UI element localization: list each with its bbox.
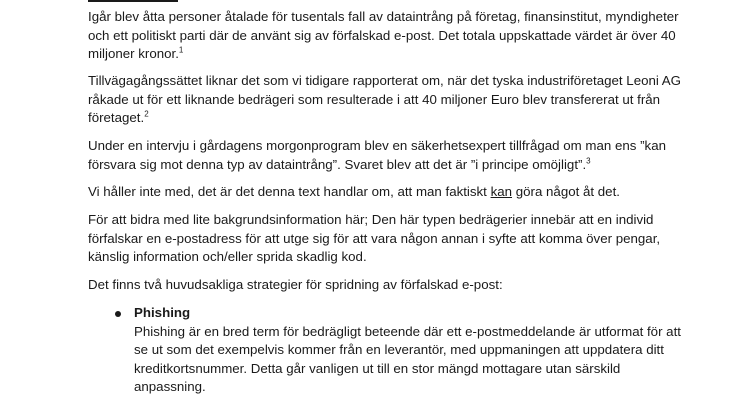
paragraph-strategies bbox=[88, 276, 688, 295]
paragraph-disagree bbox=[88, 183, 688, 202]
heading-fragment bbox=[88, 0, 178, 2]
paragraph-interview-text: Under en intervju i gårdagens morgonprogram blev en säkerhetsexpert tillfrågad om man ens ”kan försvara sig mot denna typ av dataintrång”. Svaret blev att det är ”i principe omöjligt”. bbox=[88, 138, 666, 172]
footnote-ref-1[interactable]: 1 bbox=[178, 45, 184, 55]
paragraph-indictment-text: Igår blev åtta personer åtalade för tusentals fall av dataintrång på företag, finansinstitut, myndigheter och ett politiskt parti där de använt sig av förfalskad e-post. Det totala uppskattade värdet är över 40 miljoner kronor. bbox=[88, 9, 679, 61]
paragraph-leoni-text: Tillvägagångssättet liknar det som vi tidigare rapporterat om, när det tyska industriföretaget Leoni AG råkade ut för ett liknande bedrägeri som resulterade i att 40 miljoner Euro blev transfererat ut från företaget. bbox=[88, 73, 682, 125]
paragraph-interview bbox=[88, 137, 688, 174]
bullet-dot bbox=[115, 311, 121, 317]
bullet-text: Phishing är en bred term för bedrägligt beteende där ett e-postmeddelande är utformat för att se ut som det exempelvis kommer från en leverantör, med uppmaningen att uppdatera ditt kreditkortsnummer. Detta går vanligen ut till en stor mängd mottagare utan särskild anpassning. bbox=[134, 323, 681, 394]
emphasis-kan: kan bbox=[490, 184, 513, 199]
footnote-ref-3[interactable]: 3 bbox=[586, 156, 591, 166]
paragraph-leoni bbox=[88, 72, 688, 128]
paragraph-disagree-before: Vi håller inte med, det är det denna text handlar om, att man faktiskt bbox=[88, 184, 491, 199]
paragraph-strategies-text: Det finns två huvudsakliga strategier för spridning av förfalskad e-post: bbox=[88, 277, 503, 292]
paragraph-disagree-after: göra något åt det. bbox=[512, 184, 620, 199]
paragraph-indictment bbox=[88, 8, 688, 64]
paragraph-background-text: För att bidra med lite bakgrundsinformation här; Den här typen bedrägerier innebär att en individ förfalskar en e-postadress för att utge sig för att vara någon annan i syfte att komma över pengar, känslig information och/eller sprida skadlig kod. bbox=[88, 212, 661, 264]
bullet-title: Phishing bbox=[134, 305, 191, 320]
bullet-item-phishing bbox=[134, 304, 689, 397]
footnote-ref-2[interactable]: 2 bbox=[144, 109, 149, 119]
paragraph-background bbox=[88, 211, 688, 267]
